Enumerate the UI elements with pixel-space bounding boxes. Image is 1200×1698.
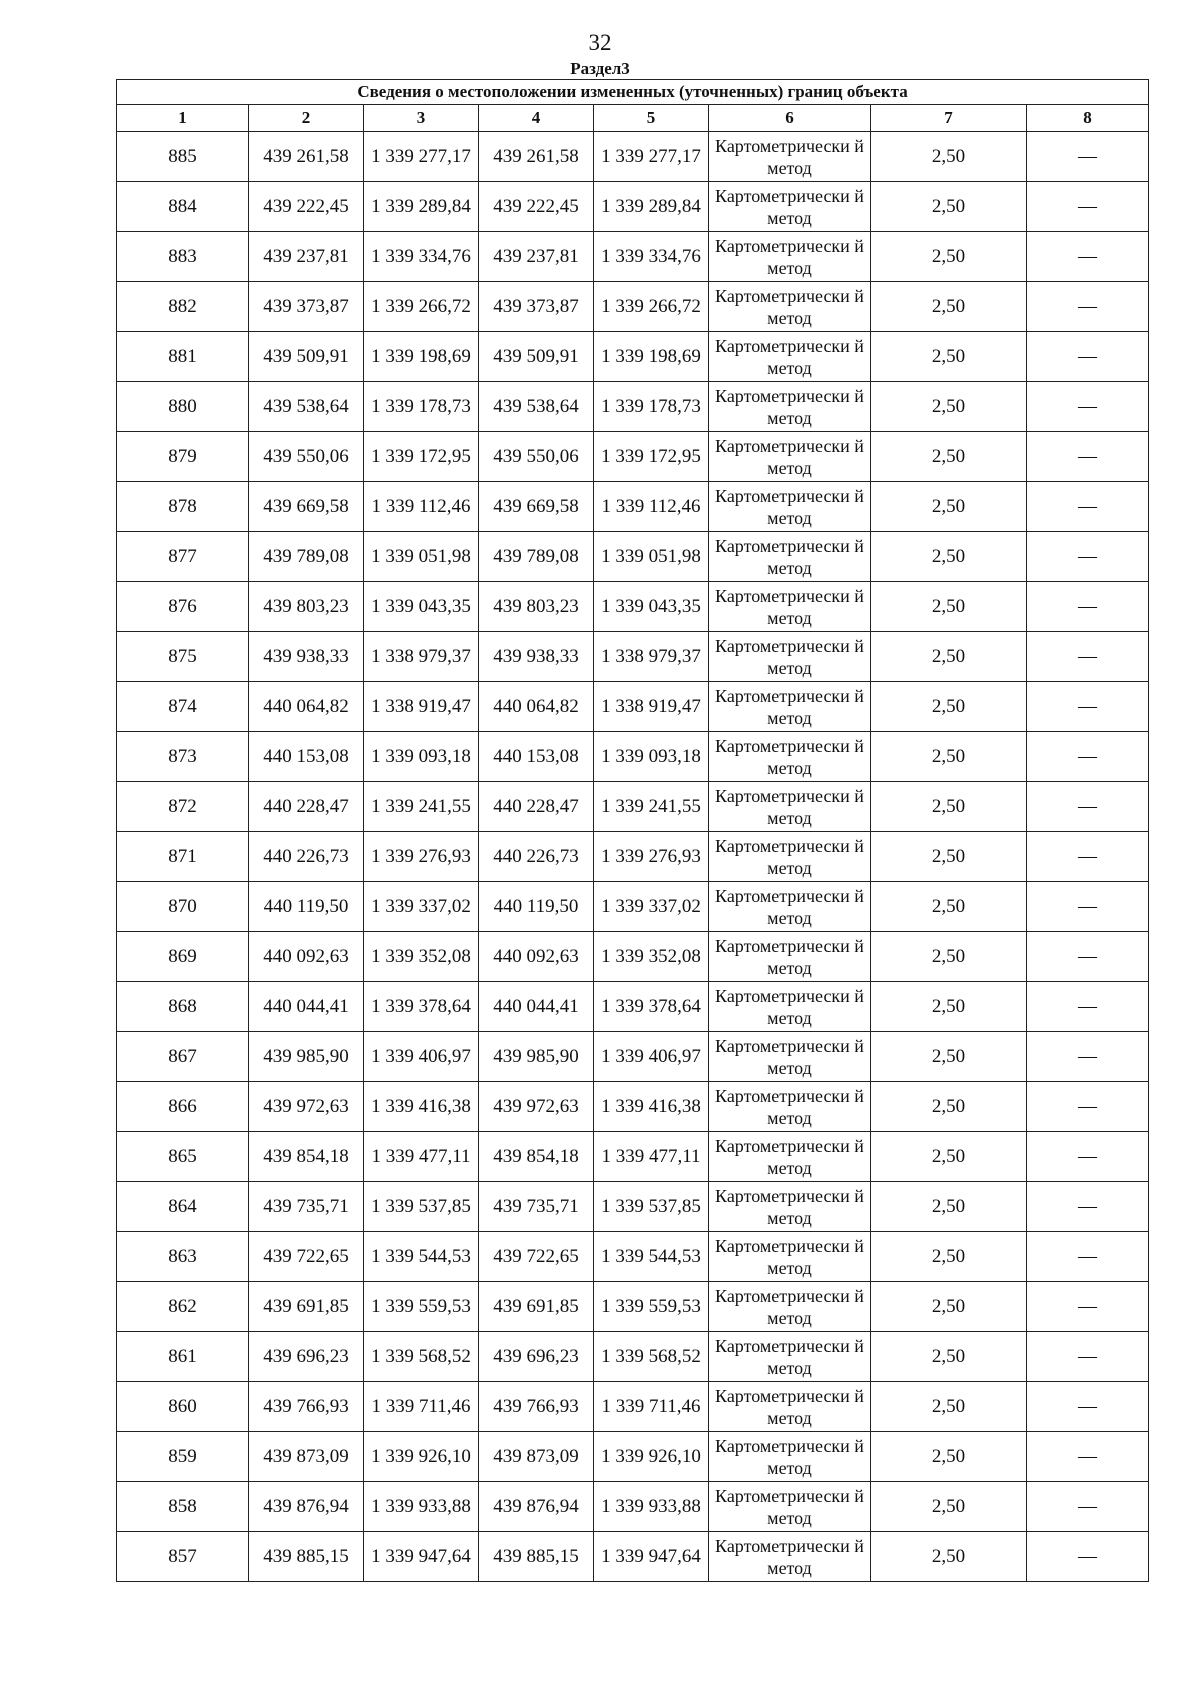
table-row xyxy=(117,332,1149,382)
x-new-cell: 439 669,58 xyxy=(479,482,594,532)
x-old-cell: 439 789,08 xyxy=(249,532,364,582)
x-new-cell: 439 237,81 xyxy=(479,232,594,282)
method-cell: Картометрически й метод xyxy=(709,482,871,532)
y-new-cell: 1 339 276,93 xyxy=(594,832,709,882)
description-cell: — xyxy=(1027,1182,1149,1232)
table-row xyxy=(117,1182,1149,1232)
y-old-cell: 1 339 568,52 xyxy=(364,1332,479,1382)
x-new-cell: 439 261,58 xyxy=(479,132,594,182)
description-cell: — xyxy=(1027,382,1149,432)
point-number-cell: 881 xyxy=(117,332,249,382)
accuracy-cell: 2,50 xyxy=(871,982,1027,1032)
accuracy-cell: 2,50 xyxy=(871,1482,1027,1532)
x-old-cell: 439 261,58 xyxy=(249,132,364,182)
x-new-cell: 439 985,90 xyxy=(479,1032,594,1082)
y-old-cell: 1 339 947,64 xyxy=(364,1532,479,1582)
y-new-cell: 1 339 112,46 xyxy=(594,482,709,532)
point-number-cell: 865 xyxy=(117,1132,249,1182)
y-old-cell: 1 339 406,97 xyxy=(364,1032,479,1082)
accuracy-cell: 2,50 xyxy=(871,1382,1027,1432)
description-cell: — xyxy=(1027,1082,1149,1132)
method-cell: Картометрически й метод xyxy=(709,832,871,882)
x-old-cell: 440 064,82 xyxy=(249,682,364,732)
description-cell: — xyxy=(1027,1032,1149,1082)
table-row xyxy=(117,732,1149,782)
y-old-cell: 1 339 276,93 xyxy=(364,832,479,882)
method-cell: Картометрически й метод xyxy=(709,382,871,432)
x-old-cell: 439 691,85 xyxy=(249,1282,364,1332)
y-new-cell: 1 339 334,76 xyxy=(594,232,709,282)
y-new-cell: 1 339 406,97 xyxy=(594,1032,709,1082)
table-row xyxy=(117,1482,1149,1532)
table-row xyxy=(117,982,1149,1032)
column-header: 2 xyxy=(249,105,364,132)
accuracy-cell: 2,50 xyxy=(871,832,1027,882)
accuracy-cell: 2,50 xyxy=(871,382,1027,432)
method-cell: Картометрически й метод xyxy=(709,932,871,982)
accuracy-cell: 2,50 xyxy=(871,632,1027,682)
method-cell: Картометрически й метод xyxy=(709,532,871,582)
table-row xyxy=(117,282,1149,332)
accuracy-cell: 2,50 xyxy=(871,532,1027,582)
x-old-cell: 440 153,08 xyxy=(249,732,364,782)
y-old-cell: 1 339 416,38 xyxy=(364,1082,479,1132)
x-old-cell: 439 669,58 xyxy=(249,482,364,532)
table-row xyxy=(117,832,1149,882)
x-new-cell: 440 044,41 xyxy=(479,982,594,1032)
accuracy-cell: 2,50 xyxy=(871,132,1027,182)
accuracy-cell: 2,50 xyxy=(871,1432,1027,1482)
x-old-cell: 439 550,06 xyxy=(249,432,364,482)
point-number-cell: 884 xyxy=(117,182,249,232)
y-old-cell: 1 338 919,47 xyxy=(364,682,479,732)
accuracy-cell: 2,50 xyxy=(871,882,1027,932)
x-new-cell: 439 509,91 xyxy=(479,332,594,382)
y-old-cell: 1 339 198,69 xyxy=(364,332,479,382)
y-new-cell: 1 339 544,53 xyxy=(594,1232,709,1282)
method-cell: Картометрически й метод xyxy=(709,882,871,932)
x-new-cell: 439 873,09 xyxy=(479,1432,594,1482)
x-old-cell: 439 854,18 xyxy=(249,1132,364,1182)
accuracy-cell: 2,50 xyxy=(871,232,1027,282)
y-old-cell: 1 339 051,98 xyxy=(364,532,479,582)
method-cell: Картометрически й метод xyxy=(709,582,871,632)
point-number-cell: 866 xyxy=(117,1082,249,1132)
point-number-cell: 860 xyxy=(117,1382,249,1432)
table-row xyxy=(117,1282,1149,1332)
x-old-cell: 439 938,33 xyxy=(249,632,364,682)
x-new-cell: 439 938,33 xyxy=(479,632,594,682)
table-row xyxy=(117,432,1149,482)
description-cell: — xyxy=(1027,1282,1149,1332)
x-new-cell: 439 854,18 xyxy=(479,1132,594,1182)
description-cell: — xyxy=(1027,432,1149,482)
accuracy-cell: 2,50 xyxy=(871,1082,1027,1132)
y-new-cell: 1 339 043,35 xyxy=(594,582,709,632)
y-new-cell: 1 339 568,52 xyxy=(594,1332,709,1382)
y-old-cell: 1 338 979,37 xyxy=(364,632,479,682)
table-caption: Сведения о местоположении измененных (уточненных) границ объекта xyxy=(117,80,1149,105)
method-cell: Картометрически й метод xyxy=(709,282,871,332)
y-new-cell: 1 338 979,37 xyxy=(594,632,709,682)
y-new-cell: 1 339 559,53 xyxy=(594,1282,709,1332)
y-old-cell: 1 339 711,46 xyxy=(364,1382,479,1432)
y-old-cell: 1 339 537,85 xyxy=(364,1182,479,1232)
x-new-cell: 440 228,47 xyxy=(479,782,594,832)
y-old-cell: 1 339 337,02 xyxy=(364,882,479,932)
method-cell: Картометрически й метод xyxy=(709,1432,871,1482)
accuracy-cell: 2,50 xyxy=(871,732,1027,782)
y-new-cell: 1 339 051,98 xyxy=(594,532,709,582)
y-old-cell: 1 339 926,10 xyxy=(364,1432,479,1482)
x-old-cell: 439 972,63 xyxy=(249,1082,364,1132)
x-old-cell: 439 222,45 xyxy=(249,182,364,232)
y-new-cell: 1 339 416,38 xyxy=(594,1082,709,1132)
y-new-cell: 1 339 352,08 xyxy=(594,932,709,982)
x-old-cell: 439 722,65 xyxy=(249,1232,364,1282)
table-row xyxy=(117,532,1149,582)
x-new-cell: 440 153,08 xyxy=(479,732,594,782)
table-body xyxy=(117,132,1149,1582)
x-old-cell: 439 885,15 xyxy=(249,1532,364,1582)
table-row xyxy=(117,582,1149,632)
table-row xyxy=(117,132,1149,182)
column-header: 3 xyxy=(364,105,479,132)
description-cell: — xyxy=(1027,632,1149,682)
description-cell: — xyxy=(1027,1132,1149,1182)
x-new-cell: 440 119,50 xyxy=(479,882,594,932)
point-number-cell: 871 xyxy=(117,832,249,882)
accuracy-cell: 2,50 xyxy=(871,582,1027,632)
point-number-cell: 872 xyxy=(117,782,249,832)
method-cell: Картометрически й метод xyxy=(709,1332,871,1382)
x-new-cell: 439 722,65 xyxy=(479,1232,594,1282)
x-new-cell: 439 550,06 xyxy=(479,432,594,482)
accuracy-cell: 2,50 xyxy=(871,1532,1027,1582)
accuracy-cell: 2,50 xyxy=(871,782,1027,832)
description-cell: — xyxy=(1027,1532,1149,1582)
y-new-cell: 1 338 919,47 xyxy=(594,682,709,732)
x-old-cell: 439 735,71 xyxy=(249,1182,364,1232)
y-new-cell: 1 339 711,46 xyxy=(594,1382,709,1432)
description-cell: — xyxy=(1027,682,1149,732)
point-number-cell: 877 xyxy=(117,532,249,582)
description-cell: — xyxy=(1027,1432,1149,1482)
x-old-cell: 440 092,63 xyxy=(249,932,364,982)
table-row xyxy=(117,932,1149,982)
description-cell: — xyxy=(1027,1332,1149,1382)
y-old-cell: 1 339 266,72 xyxy=(364,282,479,332)
description-cell: — xyxy=(1027,582,1149,632)
table-row xyxy=(117,1032,1149,1082)
table-row xyxy=(117,882,1149,932)
table-row xyxy=(117,632,1149,682)
x-new-cell: 439 735,71 xyxy=(479,1182,594,1232)
column-header: 1 xyxy=(117,105,249,132)
point-number-cell: 882 xyxy=(117,282,249,332)
y-new-cell: 1 339 933,88 xyxy=(594,1482,709,1532)
y-new-cell: 1 339 241,55 xyxy=(594,782,709,832)
point-number-cell: 883 xyxy=(117,232,249,282)
y-old-cell: 1 339 559,53 xyxy=(364,1282,479,1332)
table-row xyxy=(117,1382,1149,1432)
description-cell: — xyxy=(1027,332,1149,382)
x-new-cell: 439 803,23 xyxy=(479,582,594,632)
description-cell: — xyxy=(1027,132,1149,182)
x-old-cell: 439 985,90 xyxy=(249,1032,364,1082)
method-cell: Картометрически й метод xyxy=(709,1232,871,1282)
y-old-cell: 1 339 289,84 xyxy=(364,182,479,232)
description-cell: — xyxy=(1027,532,1149,582)
accuracy-cell: 2,50 xyxy=(871,1282,1027,1332)
point-number-cell: 885 xyxy=(117,132,249,182)
point-number-cell: 867 xyxy=(117,1032,249,1082)
table-row xyxy=(117,382,1149,432)
x-new-cell: 439 789,08 xyxy=(479,532,594,582)
table-row xyxy=(117,232,1149,282)
y-old-cell: 1 339 043,35 xyxy=(364,582,479,632)
y-old-cell: 1 339 544,53 xyxy=(364,1232,479,1282)
method-cell: Картометрически й метод xyxy=(709,982,871,1032)
x-new-cell: 440 064,82 xyxy=(479,682,594,732)
y-old-cell: 1 339 241,55 xyxy=(364,782,479,832)
x-old-cell: 440 044,41 xyxy=(249,982,364,1032)
y-new-cell: 1 339 289,84 xyxy=(594,182,709,232)
x-new-cell: 439 538,64 xyxy=(479,382,594,432)
y-new-cell: 1 339 947,64 xyxy=(594,1532,709,1582)
page-number: 32 xyxy=(588,30,612,55)
x-old-cell: 439 803,23 xyxy=(249,582,364,632)
point-number-cell: 876 xyxy=(117,582,249,632)
description-cell: — xyxy=(1027,832,1149,882)
point-number-cell: 864 xyxy=(117,1182,249,1232)
description-cell: — xyxy=(1027,932,1149,982)
y-old-cell: 1 339 378,64 xyxy=(364,982,479,1032)
y-old-cell: 1 339 933,88 xyxy=(364,1482,479,1532)
table-row xyxy=(117,1082,1149,1132)
description-cell: — xyxy=(1027,782,1149,832)
method-cell: Картометрически й метод xyxy=(709,132,871,182)
description-cell: — xyxy=(1027,1382,1149,1432)
x-new-cell: 439 972,63 xyxy=(479,1082,594,1132)
table-row xyxy=(117,682,1149,732)
method-cell: Картометрически й метод xyxy=(709,182,871,232)
table-row xyxy=(117,1532,1149,1582)
x-old-cell: 439 876,94 xyxy=(249,1482,364,1532)
point-number-cell: 879 xyxy=(117,432,249,482)
method-cell: Картометрически й метод xyxy=(709,232,871,282)
y-old-cell: 1 339 093,18 xyxy=(364,732,479,782)
y-new-cell: 1 339 178,73 xyxy=(594,382,709,432)
x-old-cell: 440 226,73 xyxy=(249,832,364,882)
point-number-cell: 862 xyxy=(117,1282,249,1332)
y-old-cell: 1 339 277,17 xyxy=(364,132,479,182)
x-new-cell: 439 222,45 xyxy=(479,182,594,232)
description-cell: — xyxy=(1027,732,1149,782)
description-cell: — xyxy=(1027,882,1149,932)
table-row xyxy=(117,1332,1149,1382)
x-new-cell: 440 226,73 xyxy=(479,832,594,882)
column-header: 5 xyxy=(594,105,709,132)
point-number-cell: 880 xyxy=(117,382,249,432)
point-number-cell: 874 xyxy=(117,682,249,732)
x-old-cell: 439 766,93 xyxy=(249,1382,364,1432)
point-number-cell: 875 xyxy=(117,632,249,682)
method-cell: Картометрически й метод xyxy=(709,1082,871,1132)
x-new-cell: 439 696,23 xyxy=(479,1332,594,1382)
accuracy-cell: 2,50 xyxy=(871,482,1027,532)
accuracy-cell: 2,50 xyxy=(871,1132,1027,1182)
accuracy-cell: 2,50 xyxy=(871,1182,1027,1232)
y-new-cell: 1 339 172,95 xyxy=(594,432,709,482)
column-header: 8 xyxy=(1027,105,1149,132)
accuracy-cell: 2,50 xyxy=(871,1232,1027,1282)
x-new-cell: 439 373,87 xyxy=(479,282,594,332)
table-row xyxy=(117,182,1149,232)
accuracy-cell: 2,50 xyxy=(871,932,1027,982)
method-cell: Картометрически й метод xyxy=(709,1032,871,1082)
x-old-cell: 439 538,64 xyxy=(249,382,364,432)
y-new-cell: 1 339 926,10 xyxy=(594,1432,709,1482)
y-old-cell: 1 339 334,76 xyxy=(364,232,479,282)
point-number-cell: 857 xyxy=(117,1532,249,1582)
y-old-cell: 1 339 178,73 xyxy=(364,382,479,432)
point-number-cell: 870 xyxy=(117,882,249,932)
method-cell: Картометрически й метод xyxy=(709,1132,871,1182)
accuracy-cell: 2,50 xyxy=(871,1332,1027,1382)
method-cell: Картометрически й метод xyxy=(709,1282,871,1332)
method-cell: Картометрически й метод xyxy=(709,732,871,782)
method-cell: Картометрически й метод xyxy=(709,1532,871,1582)
table-row xyxy=(117,1132,1149,1182)
description-cell: — xyxy=(1027,282,1149,332)
y-old-cell: 1 339 352,08 xyxy=(364,932,479,982)
point-number-cell: 869 xyxy=(117,932,249,982)
accuracy-cell: 2,50 xyxy=(871,682,1027,732)
accuracy-cell: 2,50 xyxy=(871,432,1027,482)
description-cell: — xyxy=(1027,482,1149,532)
table-row xyxy=(117,782,1149,832)
x-old-cell: 439 696,23 xyxy=(249,1332,364,1382)
description-cell: — xyxy=(1027,982,1149,1032)
accuracy-cell: 2,50 xyxy=(871,1032,1027,1082)
point-number-cell: 873 xyxy=(117,732,249,782)
y-old-cell: 1 339 477,11 xyxy=(364,1132,479,1182)
description-cell: — xyxy=(1027,1482,1149,1532)
x-new-cell: 439 766,93 xyxy=(479,1382,594,1432)
x-old-cell: 440 228,47 xyxy=(249,782,364,832)
point-number-cell: 868 xyxy=(117,982,249,1032)
section-title: Раздел3 xyxy=(570,59,630,78)
method-cell: Картометрически й метод xyxy=(709,632,871,682)
column-header: 6 xyxy=(709,105,871,132)
y-new-cell: 1 339 378,64 xyxy=(594,982,709,1032)
point-number-cell: 863 xyxy=(117,1232,249,1282)
table-row xyxy=(117,1232,1149,1282)
y-new-cell: 1 339 198,69 xyxy=(594,332,709,382)
y-new-cell: 1 339 093,18 xyxy=(594,732,709,782)
accuracy-cell: 2,50 xyxy=(871,332,1027,382)
description-cell: — xyxy=(1027,232,1149,282)
description-cell: — xyxy=(1027,182,1149,232)
method-cell: Картометрически й метод xyxy=(709,432,871,482)
method-cell: Картометрически й метод xyxy=(709,1382,871,1432)
y-new-cell: 1 339 537,85 xyxy=(594,1182,709,1232)
y-old-cell: 1 339 172,95 xyxy=(364,432,479,482)
x-new-cell: 439 876,94 xyxy=(479,1482,594,1532)
column-header: 7 xyxy=(871,105,1027,132)
description-cell: — xyxy=(1027,1232,1149,1282)
accuracy-cell: 2,50 xyxy=(871,282,1027,332)
y-new-cell: 1 339 337,02 xyxy=(594,882,709,932)
x-new-cell: 439 885,15 xyxy=(479,1532,594,1582)
method-cell: Картометрически й метод xyxy=(709,332,871,382)
point-number-cell: 878 xyxy=(117,482,249,532)
column-header-row xyxy=(117,105,1149,132)
point-number-cell: 859 xyxy=(117,1432,249,1482)
boundary-coordinates-table xyxy=(116,79,1149,1582)
x-old-cell: 439 373,87 xyxy=(249,282,364,332)
x-new-cell: 439 691,85 xyxy=(479,1282,594,1332)
method-cell: Картометрически й метод xyxy=(709,1482,871,1532)
method-cell: Картометрически й метод xyxy=(709,1182,871,1232)
method-cell: Картометрически й метод xyxy=(709,682,871,732)
x-new-cell: 440 092,63 xyxy=(479,932,594,982)
x-old-cell: 439 237,81 xyxy=(249,232,364,282)
method-cell: Картометрически й метод xyxy=(709,782,871,832)
y-old-cell: 1 339 112,46 xyxy=(364,482,479,532)
table-row xyxy=(117,482,1149,532)
x-old-cell: 439 509,91 xyxy=(249,332,364,382)
y-new-cell: 1 339 277,17 xyxy=(594,132,709,182)
table-row xyxy=(117,1432,1149,1482)
accuracy-cell: 2,50 xyxy=(871,182,1027,232)
x-old-cell: 439 873,09 xyxy=(249,1432,364,1482)
column-header: 4 xyxy=(479,105,594,132)
x-old-cell: 440 119,50 xyxy=(249,882,364,932)
y-new-cell: 1 339 477,11 xyxy=(594,1132,709,1182)
y-new-cell: 1 339 266,72 xyxy=(594,282,709,332)
point-number-cell: 861 xyxy=(117,1332,249,1382)
point-number-cell: 858 xyxy=(117,1482,249,1532)
